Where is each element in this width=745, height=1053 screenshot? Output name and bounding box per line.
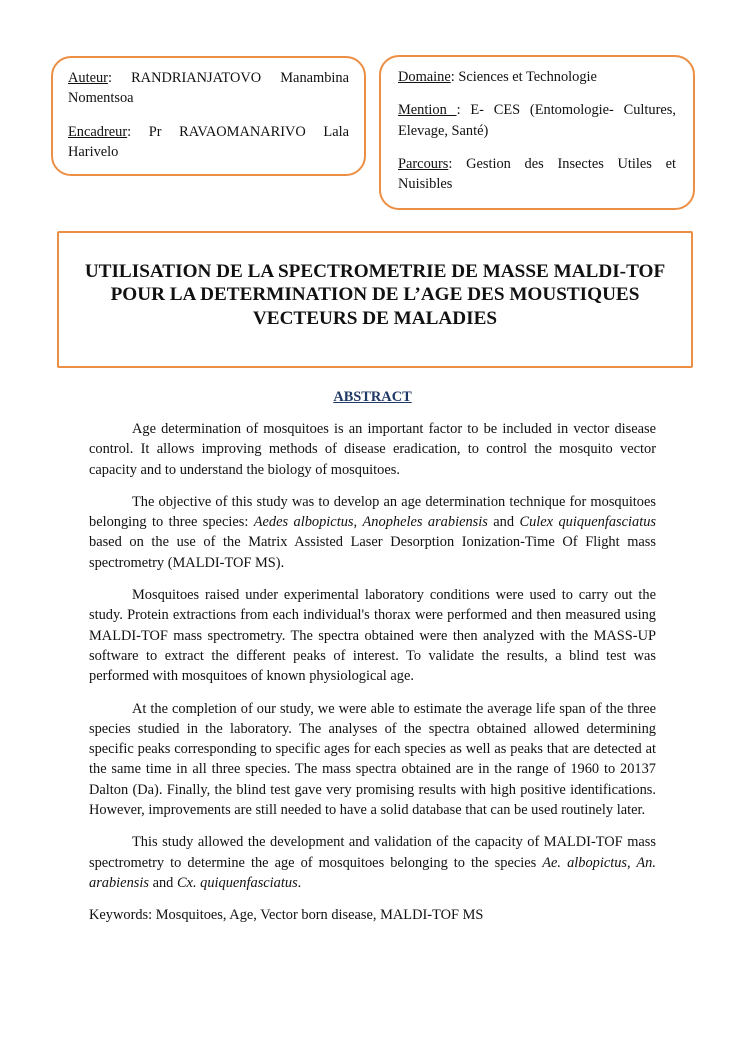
p2-and: and [487, 514, 520, 531]
mention-value: : E- CES (Entomologie- Cultures, Elevage, Santé) [398, 102, 676, 139]
species-culex: Culex quiquenfasciatus [519, 514, 656, 531]
abstract-body [89, 419, 656, 926]
supervisor-label: Encadreur [68, 123, 128, 140]
p5-text-a: This study allowed the development and validation of the capacity of MALDI-TOF mass spectrometry to determine the age of mosquitoes belonging to the species [89, 834, 656, 871]
parcours-label: Parcours [398, 155, 449, 172]
abstract-paragraph-3: Mosquitoes raised under experimental laboratory conditions were used to carry out the study. Protein extractions from each individual's thorax were performed and then measured using MALDI-TOF mass spectrometry. The spectra obtained were then analyzed with the MASS-UP software to extract the different peaks of interest. To validate the results, a blind test was performed with mosquitoes of known physiological age. [89, 587, 656, 685]
domain-info-box [379, 55, 695, 210]
author-label: Auteur [68, 70, 108, 86]
author-field [68, 68, 349, 109]
title-box [57, 231, 693, 368]
species-anopheles: Anopheles arabiensis [362, 514, 488, 531]
supervisor-value: : Pr RAVAOMANARIVO Lala Harivelo [68, 123, 349, 160]
abstract-paragraph-4: At the completion of our study, we were able to estimate the average life span of the three species studied in the laboratory. The analyses of the spectra obtained allowed determining specific peaks corresponding to specific ages for each species as well as peaks that are detected at the same time in all three species. The mass spectra obtained are in the range of 1960 to 20137 Dalton (Da). Finally, the blind test gave very promising results with high positive identifications. However, improvements are still needed to have a solid database that can be used routinely later. [89, 700, 656, 819]
species-cx: Cx. quiquenfasciatus [176, 874, 298, 891]
abstract-paragraph-5 [89, 832, 656, 893]
page-title: UTILISATION DE LA SPECTROMETRIE DE MASSE MALDI-TOF POUR LA DETERMINATION DE L’AGE DES MOUSTIQUES VECTEURS DE MALADIES [84, 261, 666, 329]
p2-text-b: based on the use of the Matrix Assisted Laser Desorption Ionization-Time Of Flight mass spectrometry (MALDI-TOF MS). [89, 534, 656, 571]
p2-sep: , [353, 514, 363, 531]
keywords: Keywords: Mosquitoes, Age, Vector born disease, MALDI-TOF MS [89, 907, 484, 924]
author-info-box [51, 56, 366, 176]
mention-field [398, 100, 676, 141]
abstract-paragraph-1: Age determination of mosquitoes is an important factor to be included in vector disease control. It allows improving methods of disease eradication, to control the mosquito vector capacity and to understand the biology of mosquitoes. [89, 421, 656, 478]
p5-and: and [148, 874, 177, 891]
domain-field [398, 67, 676, 87]
parcours-field [398, 154, 676, 195]
supervisor-field [68, 122, 349, 163]
abstract-heading: ABSTRACT [333, 389, 412, 405]
p5-end: . [297, 874, 302, 891]
p2-text-a: The objective of this study was to develop an age determination technique for mosquitoes belonging to three species: [89, 493, 656, 531]
author-value: : RANDRIANJATOVO Manambina Nomentsoa [68, 70, 349, 107]
species-ae-an: Ae. albopictus, An. arabiensis [89, 854, 656, 891]
mention-label: Mention [398, 102, 457, 119]
species-aedes: Aedes albopictus [253, 514, 354, 531]
abstract-paragraph-2 [89, 492, 656, 573]
parcours-value: : Gestion des Insectes Utiles et Nuisibles [398, 155, 676, 193]
domain-label: Domaine [398, 69, 451, 85]
domain-value: : Sciences et Technologie [450, 69, 597, 85]
